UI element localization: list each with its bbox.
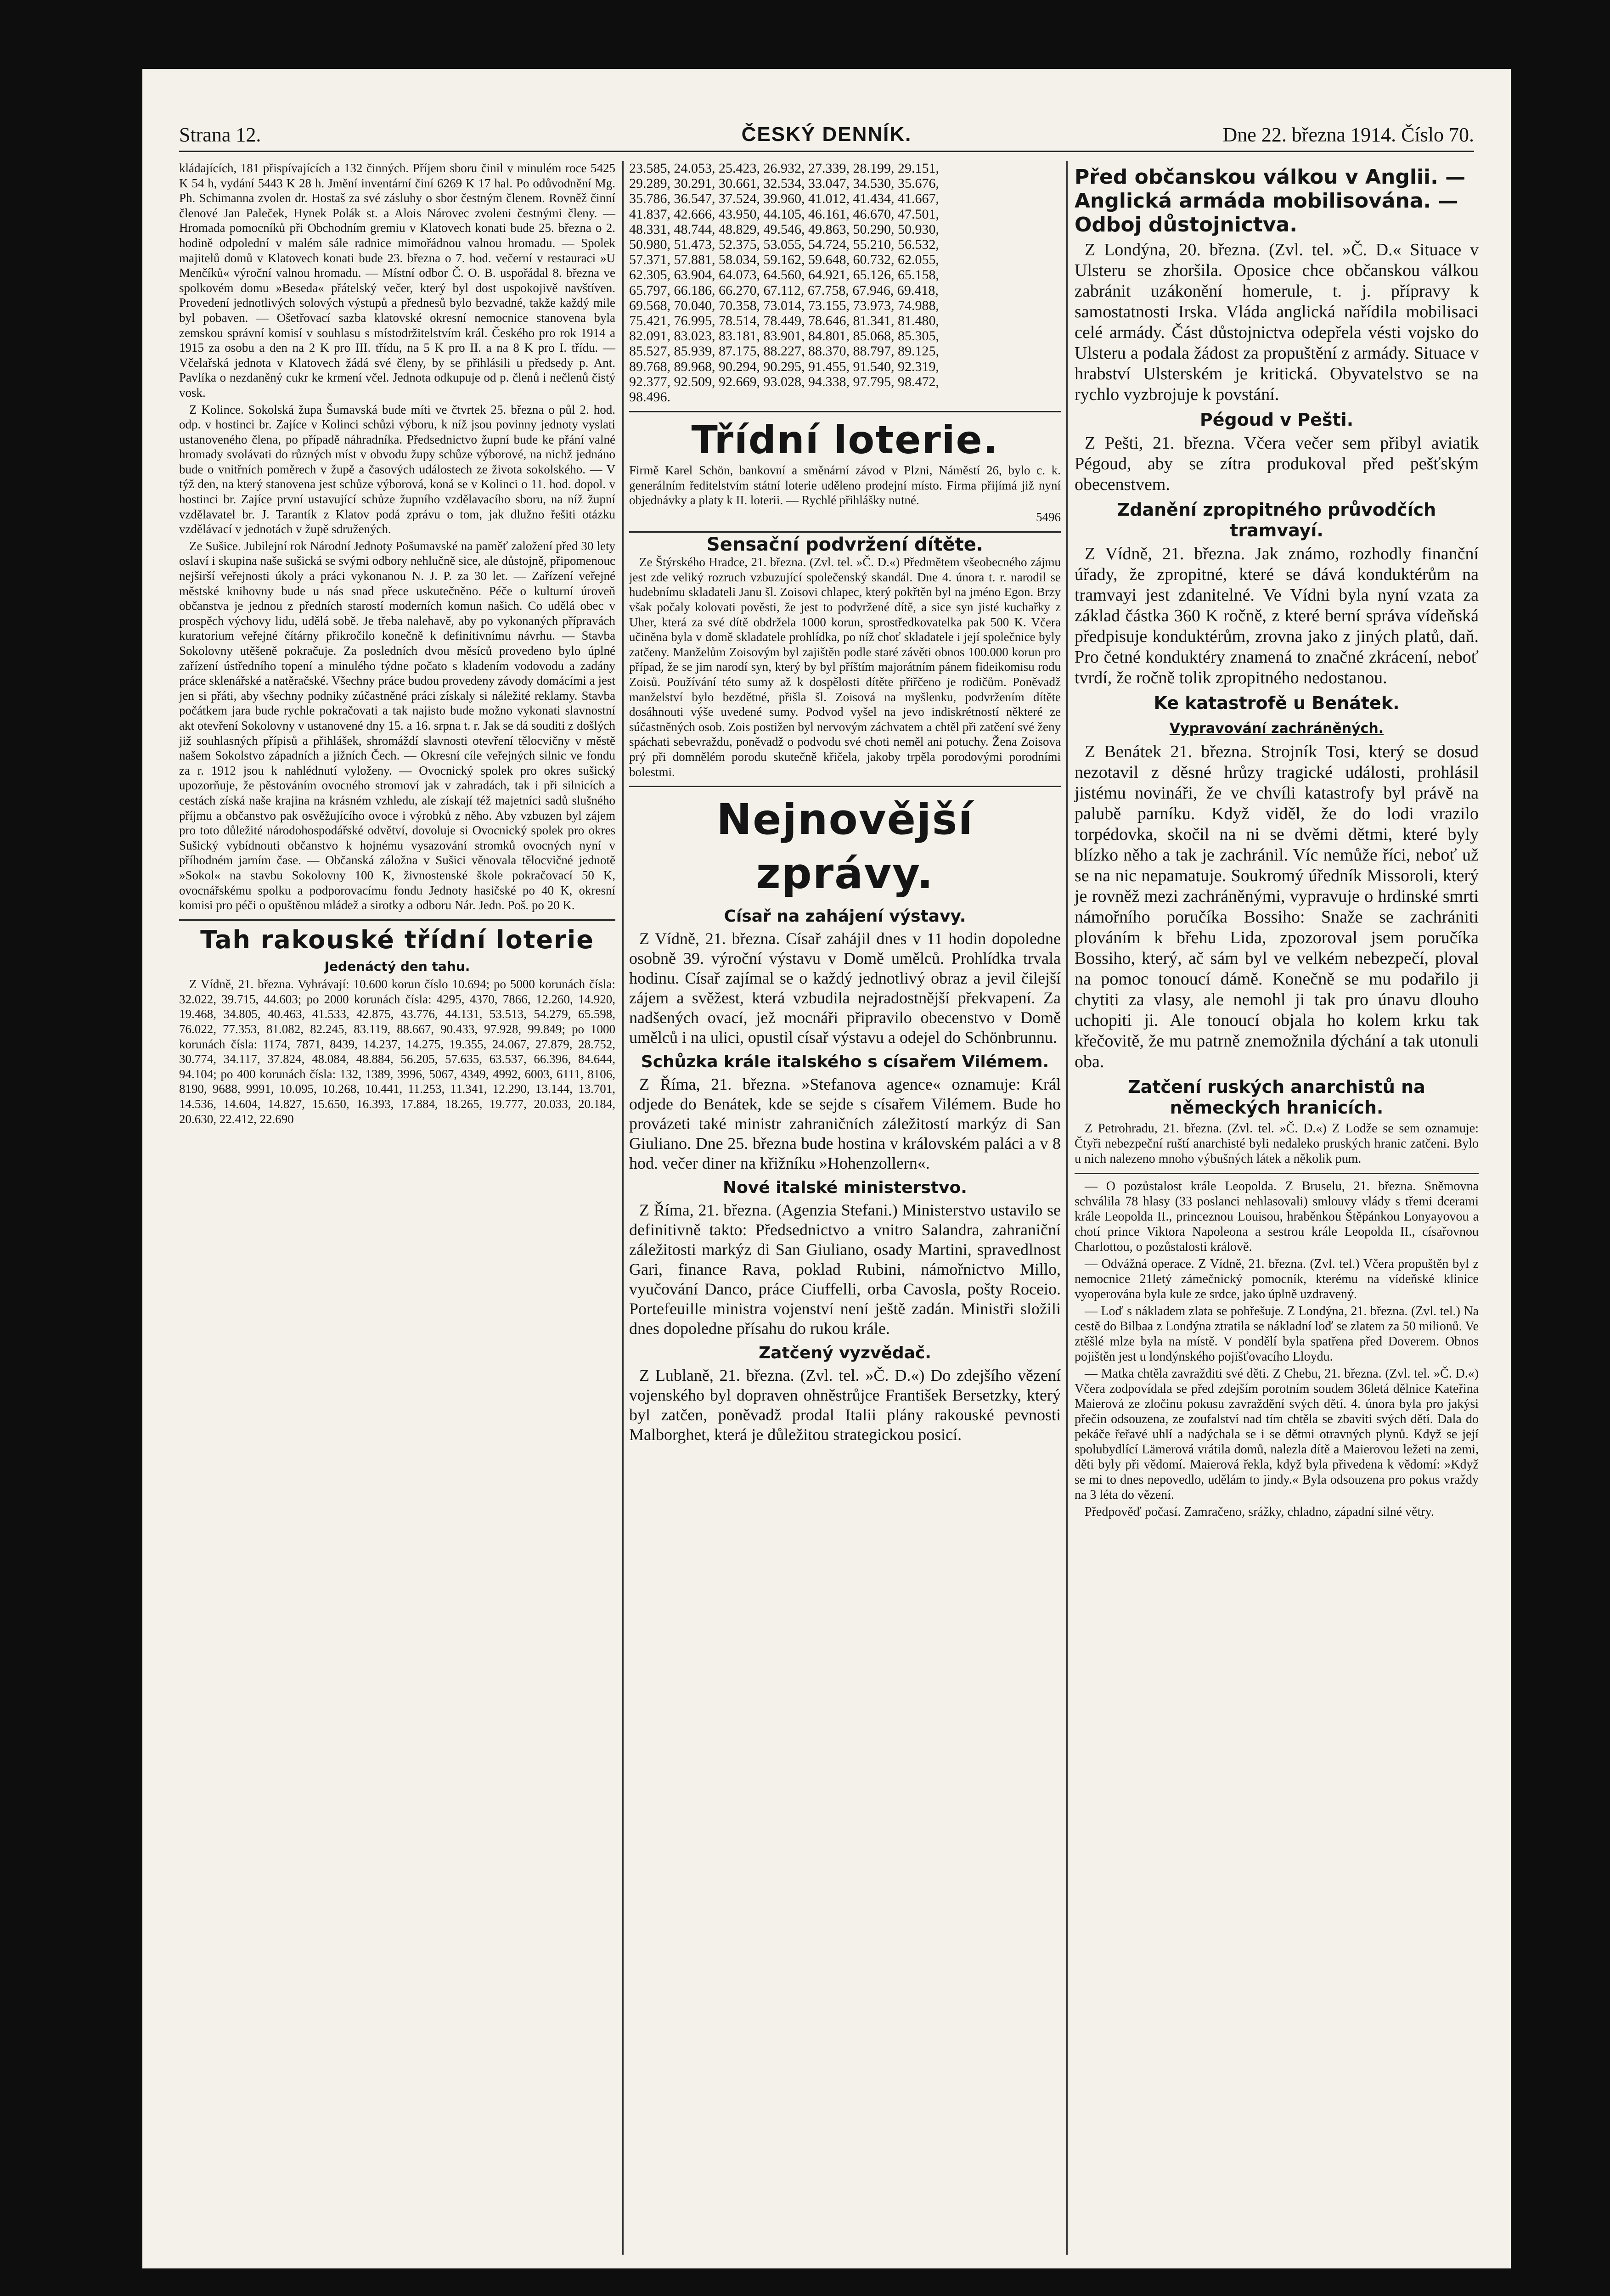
article-text: Z Říma, 21. března. (Agenzia Stefani.) Ministerstvo ustavilo se definitivně takto: Předsednictvo a vnitro Salandra, zahraniční záležitosti markýz di San Giuliano, osady Martini, spravedlnost Gari, finance Rava, poklad Rubini, námořnictvo Millo, vyučování Danco, práce Ciuffelli, orba Cavosla, pošty Roceio. Portefeuille ministra vojenství není ještě zadán. Ministři složili dnes dopoledne přísahu do rukou krále. xyxy=(629,1201,1061,1338)
lottery-subheading: Jedenáctý den tahu. xyxy=(324,958,470,974)
divider xyxy=(179,919,615,921)
article-text: kládajících, 181 přispívajících a 132 činných. Příjem sboru činil v minulém roce 5425 K 54 h, vydání 5443 K 28 h. Jmění inventární činí 6269 K 17 hal. Po odůvodnění Mg. Ph. Schimanna zvolen dr. Hostaš za své zásluhy o sbor čestným členem. Rovněž činní členové Jan Paleček, Hynek Polák st. a Alois Nárovec zvoleni čestnými členy. — Hromada pomocníků při Obchodním gremiu v Klatovech konati bude 25. března o 2. hodině odpolední v malém sále radnice mimořádnou valnou hromadu. — Spolek majitelů domů v Klatovech konati bude 23. března o 7. hod. večerní v restauraci »U Menčíků« výroční valnou hromadu. — Místní odbor Č. O. B. uspořádal 8. března ve spolkovém domu »Beseda« přátelský večer, který byl dost uspokojivě navštíven. Provedení jednotlivých solových výstupů a přednesů bylo bezvadné, takže každý mile byl pobaven. — Ošetřovací sazba klatovské okresní nemocnice stanovena byla zemskou správní komisí v souhlasu s místodržitelstvím král. Českého pro rok 1914 a 1915 za osobu a den na 2 K pro III. třídu, na 5 K pro II. a na 8 K pro I. třídu. — Včelařská jednota v Klatovech žádá své členy, by se přihlásili u předsedy p. Ant. Pavlíka o nezdaněný cukr ke krmení včel. Jednota odkupuje od p. členů i nečlenů čistý vosk. xyxy=(179,161,615,400)
weather-forecast: Předpověď počasí. Zamračeno, srážky, chladno, západní silné větry. xyxy=(1085,1505,1434,1519)
divider xyxy=(1075,1173,1479,1174)
article-text: — Matka chtěla zavražditi své děti. Z Chebu, 21. března. (Zvl. tel. »Č. D.«) Včera zodpovídala se před zdejším porotním soudem 36letá dělnice Kateřina Maierová ze zločinu pokusu zavraždění svých dětí. 4. února byla pro jakýsi přečin odsouzena, ze zoufalství nad tím chtěla se zbaviti svých dětí. Dala do pekáče řeřavé uhlí a nadýchala se i se dětmi otravných plynů. Když se její spolubydlící Lämerová vrátila domů, nalezla dítě a Maierovou ležeti na zemi, děti byly při vědomí. Maierová řekla, když byla přivedena k vědomí: »Když se mi to dnes nepovedlo, udělám to jindy.« Byla odsouzena pro pokus vraždy na 3 léta do vězení. xyxy=(1075,1367,1479,1502)
column-middle xyxy=(629,161,1061,1446)
newspaper-page xyxy=(142,69,1511,2268)
divider xyxy=(629,411,1061,412)
article-subheading: Vypravování zachráněných. xyxy=(1169,720,1384,737)
article-heading: Zatčený vyzvědač. xyxy=(759,1344,931,1363)
column-right xyxy=(1075,161,1479,1521)
article-text: Z Kolince. Sokolská župa Šumavská bude míti ve čtvrtek 25. března o půl 2. hod. odp. v hostinci br. Zajíce v Kolinci schůzi výboru, k níž jsou povinny jednoty vyslati ustanoveného člena, po případě náhradníka. Předsednictvo župní bude ke přání valné hromady svolávati do různých míst v obvodu župy schůze výborové, na nichž jednáno bude o vnitřních poměrech v župě a časových událostech ze života sokolského. — V týž den, na který stanovena jest schůze výborová, koná se v Kolinci o 11. hod. dopol. v hostinci br. Zajíce první ustavující schůze župního vzdělavacího sboru, na níž župní vzdělavatel br. J. Tarantík z Klatov podá zprávu o tom, jak dlužno řešiti otázku vzdělávací v jednotách v župě sdružených. xyxy=(179,402,615,536)
article-text: Z Vídně, 21. března. Jak známo, rozhodly finanční úřady, že zpropitné, které se dává konduktérům na tramvayi jest zdanitelné. Ve Vídni byla nyní vzata za základ částka 360 K ročně, z které berní správa vídeňská předpisuje konduktérům, zrovna jako z jiných platů, daň. Pro četné konduktéry znamená to značné zkrácení, neboť tvrdí, že ročně tolik zpropitného nedostanou. xyxy=(1075,544,1479,687)
article-text: Z Pešti, 21. března. Včera večer sem přibyl aviatik Pégoud, aby se zítra produkoval před pešťským obecenstvem. xyxy=(1075,433,1479,494)
article-heading: Nové italské ministerstvo. xyxy=(723,1178,967,1198)
masthead: ČESKÝ DENNÍK. xyxy=(741,123,912,146)
article-text: Z Benátek 21. března. Strojník Tosi, který se dosud nezotavil z děsné hrůzy tragické události, prohlásil jistému novináři, že ve chvíli katastrofy byl právě na palubě parníku. Když viděl, že do lodi vrazilo torpédovka, skočil na ni se dvěmi dětmi, které byly blízko něho a tak je zachránil. Víc nemůže říci, neboť už se na nic nepamatuje. Soukromý úředník Missoroli, který je rovněž mezi zachráněnými, vypravuje o hrdinské smrti námořního poručíka Bossiho: Snaže se zachrániti plováním k břehu Lida, zpozoroval jsem poručíka Bossiho, který, ač sám byl ve velkém nebezpečí, ploval na pomoc tonoucí dámě. Konečně se mu podařilo ji chytiti za vlasy, ale nemohl ji tak pro únavu dlouho uchopiti ji. Ale tonoucí objala ho kolem krku tak křečovitě, že mu patrně znemožnila dýchání a tak utonuli oba. xyxy=(1075,742,1479,1071)
issue-date: Dne 22. března 1914. Číslo 70. xyxy=(1222,124,1474,146)
article-text: Z Petrohradu, 21. března. (Zvl. tel. »Č. D.«) Z Lodže se sem oznamuje: Čtyři nebezpeční ruští anarchisté byli nedaleko pruských hranic zatčeni. Bylo u nich nalezeno mnoho výbušných látek a několik pum. xyxy=(1075,1121,1479,1166)
divider xyxy=(629,531,1061,533)
article-heading: Schůzka krále italského s císařem Vilémem. xyxy=(641,1052,1049,1072)
news-heading: Nejnovější zprávy. xyxy=(716,795,974,899)
page-number: Strana 12. xyxy=(179,124,261,146)
page-header xyxy=(179,123,1474,152)
article-heading: Pégoud v Pešti. xyxy=(1199,410,1354,430)
article-text: — Odvážná operace. Z Vídně, 21. března. (Zvl. tel.) Včera propuštěn byl z nemocnice 21letý zámečnický pomocník, kterému na vídeňské klinice vyoperována byla kule ze srdce, jako úplně uzdravený. xyxy=(1075,1257,1479,1301)
column-rule xyxy=(622,161,624,2255)
article-text: Z Londýna, 20. března. (Zvl. tel. »Č. D.« Situace v Ulsteru se zhoršila. Oposice chce občanskou válkou zabránit uzákonění homerule, t. j. přípravy k samostatnosti Irska. Vláda anglická nařídila mobilisaci celé armády. Část důstojnictva odepřela vésti vojsko do Ulsteru a podala žádost za propuštění z armády. Situace v hrabství Ulsterském je kritická. Obyvatelstvo se na rychlo vyzbrojuje k povstání. xyxy=(1075,240,1479,404)
lottery-numbers: 23.585, 24.053, 25.423, 26.932, 27.339, 28.199, 29.151, 29.289, 30.291, 30.661, 32.534, 33.047, 34.530, 35.676, 35.786, 36.547, 37.524, 39.960, 41.012, 41.434, 41.667, 41.837, 42.666, 43.950, 44.105, 46.161, 46.670, 47.501, 48.331, 48.744, 48.829, 49.546, 49.863, 50.290, 50.930, 50.980, 51.473, 52.375, 53.055, 54.724, 55.210, 56.532, 57.371, 57.881, 58.034, 59.162, 59.648, 60.732, 62.055, 62.305, 63.904, 64.073, 64.560, 64.921, 65.126, 65.158, 65.797, 66.186, 66.270, 67.112, 67.758, 67.946, 69.418, 69.568, 70.040, 70.358, 73.014, 73.155, 73.973, 74.988, 75.421, 76.995, 78.514, 78.449, 78.646, 81.341, 81.480, 82.091, 83.023, 83.181, 83.901, 84.801, 85.068, 85.305, 85.527, 85.939, 87.175, 88.227, 88.370, 88.797, 89.125, 89.768, 89.968, 90.294, 90.295, 91.455, 91.540, 92.319, 92.377, 92.509, 92.669, 93.028, 94.338, 97.795, 98.472, 98.496. xyxy=(629,161,939,405)
article-text: Z Lublaně, 21. března. (Zvl. tel. »Č. D.«) Do zdejšího vězení vojenského byl dopraven ohněstrůjce František Bersetzky, který byl zatčen, poněvadž prodal Italii plány rakouské pevnosti Malborghet, která je důležitou strategickou posicí. xyxy=(629,1366,1061,1444)
article-text: Ze Sušice. Jubilejní rok Národní Jednoty Pošumavské na paměť založení před 30 lety oslaví i skupina naše sušická se svými odbory nehlučně sice, ale důstojně, připomenouc nejširší veřejnosti úkoly a práci vykonanou N. J. P. za 30 let. — Zařízení veřejné městské knihovny bude u nás snad přece uskutečněno. Péče o kulturní úroveň občanstva je jednou z předních starostí moderních komun našich. Co udělá obec v prospěch výchovy lidu, udělá sobě. Je třeba nalehavě, aby po vykonaných přípravách kuratorium veřejné čítárny přikročilo konečně k definitivnímu návrhu. — Stavba Sokolovny utěšeně pokračuje. Za posledních dvou měsíců provedeno bylo úplné zařízení ústředního topení a minulého týdne počato s kladením vodovodu a zadány práce sklenářské a natěračské. Všechny práce budou provedeny závody domácími a jest jen si přáti, aby všechny podniky zúčastněné práci získaly si náležité reklamy. Stavba počátkem jara bude rychle pokračovati a tak najisto bude možno vykonati slavnostní akt otevření Sokolovny v ustanovené dny 15. a 16. srpna t. r. Jak se dá souditi z došlých již souhlasných přípisů a přihlášek, shromáždí slavnosti otevření tělocvičny v městě našem Sokolstvo západních a jižních Čech. — Okresní cíle veřejných silnic ve fondu za r. 1912 jsou k nahlédnutí vyloženy. — Ovocnický spolek pro okres sušický upozorňuje, že pěstováním ovocného stromoví jak v zahradách, tak i při silnicích a cestách získá naše krajina na krásném vzhledu, ale získají též majetníci sadů slušného příjmu a občanstvo pak osvěžujícího ovoce i výrobků z něho. Aby vzbuzen byl zájem pro toto důležité národohospodářské odvětví, dovoluje si Ovocnický spolek pro okres Sušický vybídnouti občanstvo k hojnému vysazování stromků ovocných nyní v příhodném jarním čase. — Občanská záložna v Sušici věnovala tělocvičné jednotě »Sokol« na stavbu Sokolovny 100 K, živnostenské škole pokračovací 50 K, ovocnářskému spolku a podporovacímu fondu Jednoty hasičské po 40 K, okresní komisi pro péči o opuštěnou mládež a sirotky a odboru Nár. Jedn. Poš. po 20 K. xyxy=(179,539,615,912)
lottery-results: Z Vídně, 21. března. Vyhrávají: 10.600 korun číslo 10.694; po 5000 korunách čísla: 32.022, 39.715, 44.603; po 2000 korunách čísla: 4295, 4370, 7866, 12.260, 14.920, 19.468, 34.805, 40.463, 41.533, 42.875, 43.776, 44.131, 53.513, 54.279, 65.598, 76.022, 77.353, 81.082, 82.245, 83.119, 88.667, 90.433, 97.928, 99.849; po 1000 korunách čísla: 1174, 7871, 8439, 14.237, 14.275, 19.355, 24.067, 27.879, 28.752, 30.774, 34.117, 37.824, 48.084, 48.884, 56.205, 57.635, 63.537, 66.396, 84.644, 94.104; po 400 korunách čísla: 132, 1389, 3996, 5067, 4349, 4992, 6003, 6111, 8106, 8190, 9688, 9991, 10.095, 10.268, 10.441, 11.253, 11.341, 12.290, 13.144, 13.701, 14.536, 14.604, 14.827, 15.650, 16.393, 17.884, 18.265, 19.777, 20.033, 20.184, 20.630, 22.412, 22.690 xyxy=(179,977,615,1126)
column-left xyxy=(179,161,615,1128)
article-text: Z Říma, 21. března. »Stefanova agence« oznamuje: Král odjede do Benátek, kde se sejde s císařem Vilémem. Bude ho provázeti také ministr zahraničních záležitostí markýz di San Giuliano. Dne 25. března bude hostina v královském paláci a v 8 hod. večer diner na křižníku »Hohenzollern«. xyxy=(629,1075,1061,1173)
column-rule xyxy=(1066,161,1068,2255)
divider xyxy=(629,786,1061,787)
article-heading: Před občanskou válkou v Anglii. — Anglická armáda mobilisována. — Odboj důstojnictva. xyxy=(1075,165,1466,236)
article-text: — O pozůstalost krále Leopolda. Z Bruselu, 21. března. Sněmovna schválila 78 hlasy (33 poslanci nehlasovali) smlouvy vlády s třemi dcerami krále Leopolda II., princeznou Louisou, hraběnkou Štěpánkou Lonyayovou a chotí prince Viktora Napoleona a sestrou krále Leopolda II., císařovnou Charlottou, o pozůstalosti královĕ. xyxy=(1075,1179,1479,1254)
article-heading: Ke katastrofě u Benátek. xyxy=(1154,693,1400,713)
article-text: Z Vídně, 21. března. Císař zahájil dnes v 11 hodin dopoledne osobně 39. výroční výstavu v Domě umělců. Prohlídka trvala hodinu. Císař zajímal se o každý jednotlivý obraz a jevil čilejší zájem a svěžest, která vzbudila nejradostnější překvapení. Za nadšených ovací, jež mocnáři připravilo obecenstvo v Domě umělců i na ulici, opustil císař výstavu a odejel do Schönbrunnu. xyxy=(629,929,1061,1047)
lottery-heading: Tah rakouské třídní loterie xyxy=(200,925,594,954)
sensation-heading: Sensační podvržení dítěte. xyxy=(706,534,984,555)
ad-number: 5496 xyxy=(1036,510,1061,524)
article-heading: Zatčení ruských anarchistů na německých hranicích. xyxy=(1128,1077,1425,1118)
article-heading: Zdanění zpropitného průvodčích tramvayí. xyxy=(1117,500,1436,540)
article-heading: Císař na zahájení výstavy. xyxy=(724,907,966,926)
loterie-ad: Firmě Karel Schön, bankovní a směnární závod v Plzni, Náměstí 26, bylo c. k. generálním ředitelstvím státní loterie uděleno prodejní místo. Firma přijímá již nyní objednávky a platy k II. loterii. — Rychlé přihlášky nutné. xyxy=(629,463,1061,507)
sensation-text: Ze Štýrského Hradce, 21. března. (Zvl. tel. »Č. D.«) Předmětem všeobecného zájmu jest zde veliký rozruch vzbuzující společenský skandál. Dne 4. února t. r. narodil se hudebnímu skladateli Janu šl. Zoisovi chlapec, který pokřtěn byl na jméno Egon. Brzy však počaly kolovati pověsti, že jest to podvržené dítě, a sice syn jisté kuchařky z Uher, která za své dítě obdržela 1000 korun, sprostředkovatelka pak 500 K. Včera učiněna byla v domě skladatele prohlídka, po níž choť skladatele i její společnice byly zatčeny. Manželům Zoisovým byl zajištěn podle staré závěti obnos 100.000 korun pro případ, že se jim narodí syn, který by byl příštím majorátním pánem fideikomisu rodu Zoisů. Používání této sumy až k dospělosti dítěte přiřčeno je rodičům. Poněvadž manželství bylo bezdětné, přišla šl. Zoisová na myšlenku, podvržením dítěte dosáhnouti výše uvedené sumy. Podvod vyšel na jevo indiskrétností některé ze súčastněných osob. Zois postižen byl nervovým záchvatem a chtěl při zatčení své ženy spáchati sebevraždu, poněvadž o podvodu své choti neměl ani potuchy. Žena Zoisova prý při domnělém porodu skutečně křičela, jakoby trpěla porodovými porodními bolestmi. xyxy=(629,555,1061,779)
article-text: — Loď s nákladem zlata se pohřešuje. Z Londýna, 21. března. (Zvl. tel.) Na cestě do Bilbaa z Londýna ztratila se nákladní loď se zlatem za 50 milionů. Ve ztěšlé mlze byla na místě. V pondělí byla spatřena před Doverem. Obnos pojištěn jest u londýnského pojišťovacího Lloydu. xyxy=(1075,1304,1479,1364)
loterie-heading: Třídní loterie. xyxy=(691,417,999,463)
